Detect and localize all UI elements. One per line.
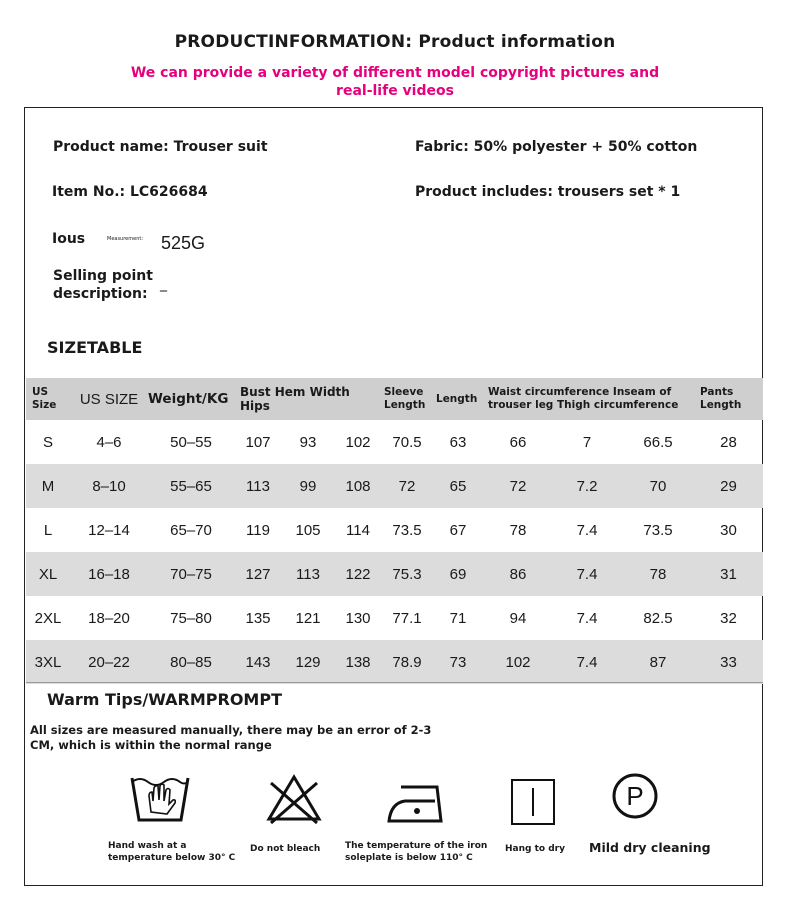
- care-caption-line2: soleplate is below 110° C: [345, 853, 473, 863]
- header-weight: Weight/KG: [148, 391, 229, 407]
- table-cell: 7.2: [576, 477, 598, 495]
- table-cell: 18–20: [88, 609, 130, 627]
- divider: [26, 682, 763, 683]
- table-cell: 108: [345, 477, 371, 495]
- table-cell: 102: [345, 433, 371, 451]
- weight-label: Ious: [52, 231, 86, 247]
- table-cell: 55–65: [170, 477, 212, 495]
- table-cell: 67: [449, 521, 467, 539]
- header-sleeve-length: Sleeve Length: [384, 386, 426, 411]
- table-cell: 65: [449, 477, 467, 495]
- selling-point-label-line2: description:: [53, 286, 148, 302]
- tips-note-line1: All sizes are measured manually, there may be an error of 2-3: [30, 723, 432, 737]
- table-cell: 94: [509, 609, 527, 627]
- size-table-header: [26, 378, 763, 420]
- table-cell: 121: [295, 609, 321, 627]
- table-cell: 127: [245, 565, 271, 583]
- care-caption-line1: Mild dry cleaning: [589, 840, 711, 855]
- table-cell: 71: [449, 609, 467, 627]
- table-cell: 28: [720, 433, 737, 451]
- hand-wash-icon: [129, 774, 191, 826]
- selling-point-label-line1: Selling point: [53, 268, 153, 284]
- no-bleach-icon: [265, 773, 323, 825]
- svg-text:P: P: [626, 781, 644, 811]
- table-cell: 7: [582, 433, 592, 451]
- table-cell: 87: [649, 653, 667, 671]
- hang-dry-icon: [510, 778, 556, 826]
- weight-value: 525G: [161, 233, 206, 253]
- table-row: [26, 640, 763, 684]
- promo-text-line2: real-life videos: [336, 83, 454, 99]
- size-table-title: SIZETABLE: [47, 338, 143, 357]
- table-cell: 80–85: [170, 653, 212, 671]
- header-us-size-range: US SIZE: [79, 390, 139, 408]
- table-cell: 77.1: [392, 609, 422, 627]
- table-cell: 70–75: [170, 565, 212, 583]
- table-cell: 69: [449, 565, 467, 583]
- table-cell: 16–18: [88, 565, 130, 583]
- promo-text-line1: We can provide a variety of different model copyright pictures and: [130, 65, 660, 81]
- table-cell: 138: [345, 653, 371, 671]
- table-cell: 8–10: [92, 477, 126, 495]
- table-cell: 50–55: [170, 433, 212, 451]
- table-cell: 93: [299, 433, 317, 451]
- header-bust-hem-width-hips: Bust Hem Width Hips: [240, 385, 350, 413]
- table-cell: 7.4: [576, 653, 598, 671]
- fabric: Fabric: 50% polyester + 50% cotton: [415, 139, 698, 155]
- table-cell: 30: [720, 521, 737, 539]
- table-row: [26, 596, 763, 640]
- table-cell: 113: [246, 477, 270, 495]
- table-cell: 32: [720, 609, 737, 627]
- measurement-label: Measurement:: [107, 236, 144, 242]
- table-cell: 105: [295, 521, 321, 539]
- table-cell: 7.4: [576, 565, 598, 583]
- product-name: Product name: Trouser suit: [53, 139, 268, 155]
- table-cell: 99: [299, 477, 317, 495]
- header-us-size: US Size: [32, 386, 57, 411]
- table-cell: 20–22: [88, 653, 130, 671]
- table-cell: 73: [449, 653, 467, 671]
- table-cell: 75.3: [392, 565, 422, 583]
- table-cell: 63: [449, 433, 467, 451]
- table-cell: 113: [296, 565, 320, 583]
- table-cell: 72: [509, 477, 527, 495]
- table-cell: 2XL: [34, 609, 62, 627]
- table-cell: 73.5: [643, 521, 673, 539]
- care-caption-line1: Do not bleach: [250, 844, 321, 854]
- table-cell: 119: [246, 521, 270, 539]
- table-row: [26, 508, 763, 552]
- table-cell: 29: [720, 477, 737, 495]
- table-cell: 129: [295, 653, 321, 671]
- table-cell: 130: [345, 609, 371, 627]
- table-row: [26, 552, 763, 596]
- table-cell: 66.5: [643, 433, 673, 451]
- table-cell: 70.5: [392, 433, 422, 451]
- table-cell: 3XL: [34, 653, 62, 671]
- table-row: [26, 464, 763, 508]
- table-cell: 114: [346, 521, 370, 539]
- table-cell: S: [42, 433, 53, 451]
- page-title: PRODUCTINFORMATION: Product information: [174, 32, 616, 52]
- table-cell: 31: [720, 565, 737, 583]
- table-cell: 66: [509, 433, 527, 451]
- table-cell: 78.9: [392, 653, 422, 671]
- table-cell: 65–70: [170, 521, 212, 539]
- dry-clean-icon: [611, 772, 659, 820]
- selling-point-value: _: [160, 276, 167, 292]
- care-caption-line2: temperature below 30° C: [108, 853, 236, 863]
- table-cell: 12–14: [88, 521, 130, 539]
- care-caption-line1: Hang to dry: [505, 844, 565, 854]
- item-number: Item No.: LC626684: [52, 184, 208, 200]
- care-caption-line1: The temperature of the iron: [345, 841, 488, 851]
- table-cell: 70: [649, 477, 667, 495]
- table-cell: 4–6: [96, 433, 122, 451]
- header-waist-inseam-thigh: Waist circumference Inseam of trouser leg Thigh circumference: [488, 386, 679, 411]
- table-row: [26, 420, 763, 464]
- table-cell: 102: [505, 653, 531, 671]
- table-cell: 72: [398, 477, 416, 495]
- table-cell: 7.4: [576, 609, 598, 627]
- table-cell: 33: [720, 653, 737, 671]
- tips-note-line2: CM, which is within the normal range: [30, 738, 272, 752]
- table-cell: 78: [649, 565, 667, 583]
- table-cell: 122: [345, 565, 371, 583]
- warm-tips-title: Warm Tips/WARMPROMPT: [47, 690, 282, 709]
- product-includes: Product includes: trousers set * 1: [415, 184, 681, 200]
- care-caption-line1: Hand wash at a: [108, 841, 187, 851]
- table-cell: 107: [245, 433, 271, 451]
- header-length: Length: [436, 392, 478, 405]
- table-cell: 86: [509, 565, 527, 583]
- table-cell: M: [41, 477, 55, 495]
- header-pants-length: Pants Length: [700, 386, 742, 411]
- table-cell: 82.5: [643, 609, 673, 627]
- size-table: [26, 378, 763, 684]
- table-cell: 73.5: [392, 521, 422, 539]
- table-cell: 135: [245, 609, 271, 627]
- table-cell: XL: [38, 565, 58, 583]
- table-cell: 75–80: [170, 609, 212, 627]
- table-cell: 7.4: [576, 521, 598, 539]
- table-cell: 143: [245, 653, 271, 671]
- table-cell: 78: [509, 521, 527, 539]
- iron-icon: [387, 779, 443, 825]
- table-cell: L: [43, 521, 53, 539]
